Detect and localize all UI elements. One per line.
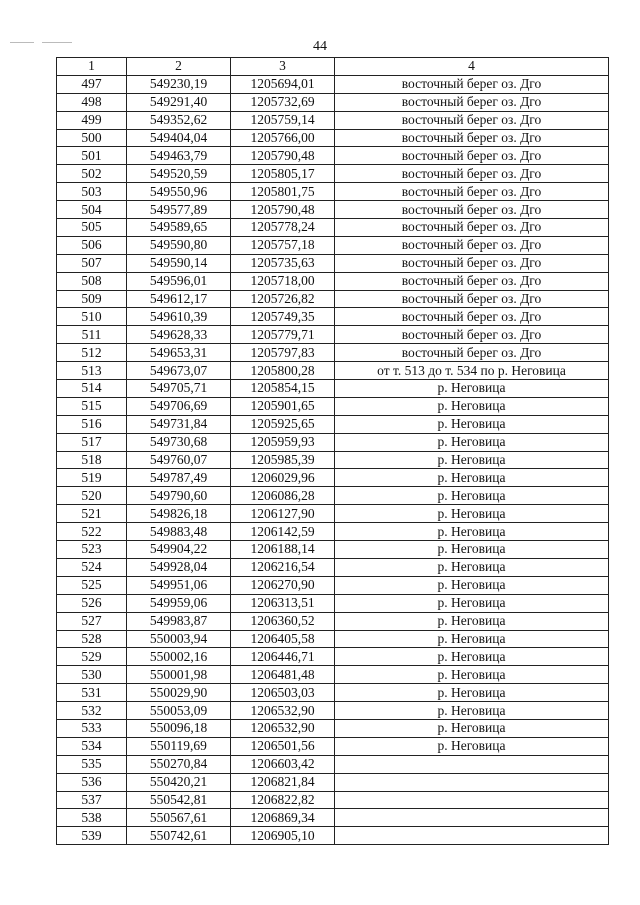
description-cell: р. Неговица: [335, 576, 609, 594]
x-coordinate-cell: 550003,94: [127, 630, 231, 648]
table-row: [57, 433, 609, 451]
x-coordinate-cell: 550742,61: [127, 827, 231, 845]
description-cell: р. Неговица: [335, 380, 609, 398]
table-header-row: [57, 58, 609, 76]
x-coordinate-cell: 549731,84: [127, 415, 231, 433]
page-number: 44: [313, 39, 327, 54]
y-coordinate-cell: 1206127,90: [231, 505, 335, 523]
point-number-cell: 531: [57, 684, 127, 702]
y-coordinate-cell: 1205718,00: [231, 272, 335, 290]
x-coordinate-cell: 549730,68: [127, 433, 231, 451]
x-coordinate-cell: 549883,48: [127, 523, 231, 541]
table-row: [57, 397, 609, 415]
point-number-cell: 510: [57, 308, 127, 326]
table-row: [57, 523, 609, 541]
table-row: [57, 362, 609, 380]
table-row: [57, 183, 609, 201]
x-coordinate-cell: 550270,84: [127, 755, 231, 773]
x-coordinate-cell: 550053,09: [127, 702, 231, 720]
table-row: [57, 147, 609, 165]
x-coordinate-cell: 549520,59: [127, 165, 231, 183]
point-number-cell: 497: [57, 75, 127, 93]
description-cell: [335, 827, 609, 845]
table-row: [57, 290, 609, 308]
x-coordinate-cell: 550542,81: [127, 791, 231, 809]
point-number-cell: 519: [57, 469, 127, 487]
point-number-cell: 508: [57, 272, 127, 290]
table-row: [57, 469, 609, 487]
description-cell: от т. 513 до т. 534 по р. Неговица: [335, 362, 609, 380]
table-row: [57, 380, 609, 398]
description-cell: р. Неговица: [335, 397, 609, 415]
description-cell: р. Неговица: [335, 505, 609, 523]
table-row: [57, 111, 609, 129]
y-coordinate-cell: 1205790,48: [231, 147, 335, 165]
description-cell: [335, 809, 609, 827]
description-cell: восточный берег оз. Дго: [335, 326, 609, 344]
description-cell: р. Неговица: [335, 487, 609, 505]
x-coordinate-cell: 549826,18: [127, 505, 231, 523]
description-cell: р. Неговица: [335, 541, 609, 559]
y-coordinate-cell: 1205779,71: [231, 326, 335, 344]
table-row: [57, 505, 609, 523]
y-coordinate-cell: 1205901,65: [231, 397, 335, 415]
x-coordinate-cell: 549928,04: [127, 558, 231, 576]
y-coordinate-cell: 1205694,01: [231, 75, 335, 93]
point-number-cell: 517: [57, 433, 127, 451]
x-coordinate-cell: 549706,69: [127, 397, 231, 415]
point-number-cell: 507: [57, 254, 127, 272]
x-coordinate-cell: 549673,07: [127, 362, 231, 380]
description-cell: р. Неговица: [335, 558, 609, 576]
table-row: [57, 827, 609, 845]
y-coordinate-cell: 1205797,83: [231, 344, 335, 362]
y-coordinate-cell: 1205726,82: [231, 290, 335, 308]
point-number-cell: 498: [57, 93, 127, 111]
y-coordinate-cell: 1206029,96: [231, 469, 335, 487]
column-header-2: 2: [127, 58, 231, 76]
table-row: [57, 487, 609, 505]
y-coordinate-cell: 1206270,90: [231, 576, 335, 594]
description-cell: восточный берег оз. Дго: [335, 236, 609, 254]
point-number-cell: 512: [57, 344, 127, 362]
x-coordinate-cell: 549463,79: [127, 147, 231, 165]
description-cell: р. Неговица: [335, 451, 609, 469]
y-coordinate-cell: 1206503,03: [231, 684, 335, 702]
point-number-cell: 516: [57, 415, 127, 433]
x-coordinate-cell: 549787,49: [127, 469, 231, 487]
description-cell: восточный берег оз. Дго: [335, 219, 609, 237]
column-header-4: 4: [335, 58, 609, 76]
point-number-cell: 513: [57, 362, 127, 380]
description-cell: р. Неговица: [335, 702, 609, 720]
point-number-cell: 532: [57, 702, 127, 720]
y-coordinate-cell: 1205766,00: [231, 129, 335, 147]
table-row: [57, 451, 609, 469]
y-coordinate-cell: 1205778,24: [231, 219, 335, 237]
point-number-cell: 533: [57, 719, 127, 737]
table-row: [57, 809, 609, 827]
y-coordinate-cell: 1206360,52: [231, 612, 335, 630]
table-row: [57, 576, 609, 594]
x-coordinate-cell: 550001,98: [127, 666, 231, 684]
y-coordinate-cell: 1205800,28: [231, 362, 335, 380]
x-coordinate-cell: 550029,90: [127, 684, 231, 702]
point-number-cell: 514: [57, 380, 127, 398]
description-cell: р. Неговица: [335, 469, 609, 487]
description-cell: [335, 755, 609, 773]
point-number-cell: 530: [57, 666, 127, 684]
x-coordinate-cell: 549596,01: [127, 272, 231, 290]
table-row: [57, 165, 609, 183]
point-number-cell: 520: [57, 487, 127, 505]
y-coordinate-cell: 1205805,17: [231, 165, 335, 183]
table-row: [57, 773, 609, 791]
y-coordinate-cell: 1206142,59: [231, 523, 335, 541]
point-number-cell: 504: [57, 201, 127, 219]
description-cell: восточный берег оз. Дго: [335, 93, 609, 111]
x-coordinate-cell: 549404,04: [127, 129, 231, 147]
x-coordinate-cell: 549590,14: [127, 254, 231, 272]
table-row: [57, 630, 609, 648]
table-row: [57, 129, 609, 147]
y-coordinate-cell: 1206869,34: [231, 809, 335, 827]
table-row: [57, 75, 609, 93]
point-number-cell: 539: [57, 827, 127, 845]
point-number-cell: 502: [57, 165, 127, 183]
y-coordinate-cell: 1206905,10: [231, 827, 335, 845]
point-number-cell: 505: [57, 219, 127, 237]
y-coordinate-cell: 1205959,93: [231, 433, 335, 451]
description-cell: восточный берег оз. Дго: [335, 165, 609, 183]
y-coordinate-cell: 1205801,75: [231, 183, 335, 201]
y-coordinate-cell: 1205985,39: [231, 451, 335, 469]
x-coordinate-cell: 550420,21: [127, 773, 231, 791]
point-number-cell: 538: [57, 809, 127, 827]
y-coordinate-cell: 1206481,48: [231, 666, 335, 684]
description-cell: восточный берег оз. Дго: [335, 290, 609, 308]
x-coordinate-cell: 549577,89: [127, 201, 231, 219]
table-row: [57, 254, 609, 272]
x-coordinate-cell: 549610,39: [127, 308, 231, 326]
y-coordinate-cell: 1206532,90: [231, 702, 335, 720]
point-number-cell: 522: [57, 523, 127, 541]
y-coordinate-cell: 1206603,42: [231, 755, 335, 773]
x-coordinate-cell: 549590,80: [127, 236, 231, 254]
point-number-cell: 523: [57, 541, 127, 559]
y-coordinate-cell: 1205749,35: [231, 308, 335, 326]
x-coordinate-cell: 549550,96: [127, 183, 231, 201]
x-coordinate-cell: 549760,07: [127, 451, 231, 469]
description-cell: восточный берег оз. Дго: [335, 254, 609, 272]
y-coordinate-cell: 1206821,84: [231, 773, 335, 791]
x-coordinate-cell: 550096,18: [127, 719, 231, 737]
table-row: [57, 719, 609, 737]
column-header-1: 1: [57, 58, 127, 76]
table-row: [57, 93, 609, 111]
y-coordinate-cell: 1205735,63: [231, 254, 335, 272]
description-cell: р. Неговица: [335, 630, 609, 648]
x-coordinate-cell: 549230,19: [127, 75, 231, 93]
table-row: [57, 702, 609, 720]
y-coordinate-cell: 1205925,65: [231, 415, 335, 433]
description-cell: восточный берег оз. Дго: [335, 272, 609, 290]
y-coordinate-cell: 1206216,54: [231, 558, 335, 576]
x-coordinate-cell: 549291,40: [127, 93, 231, 111]
point-number-cell: 528: [57, 630, 127, 648]
table-row: [57, 684, 609, 702]
point-number-cell: 525: [57, 576, 127, 594]
x-coordinate-cell: 549628,33: [127, 326, 231, 344]
description-cell: [335, 791, 609, 809]
y-coordinate-cell: 1206501,56: [231, 737, 335, 755]
description-cell: р. Неговица: [335, 666, 609, 684]
x-coordinate-cell: 549951,06: [127, 576, 231, 594]
y-coordinate-cell: 1205790,48: [231, 201, 335, 219]
description-cell: р. Неговица: [335, 684, 609, 702]
y-coordinate-cell: 1206086,28: [231, 487, 335, 505]
y-coordinate-cell: 1205759,14: [231, 111, 335, 129]
x-coordinate-cell: 549352,62: [127, 111, 231, 129]
point-number-cell: 515: [57, 397, 127, 415]
column-header-3: 3: [231, 58, 335, 76]
point-number-cell: 535: [57, 755, 127, 773]
description-cell: восточный берег оз. Дго: [335, 147, 609, 165]
description-cell: р. Неговица: [335, 612, 609, 630]
y-coordinate-cell: 1205854,15: [231, 380, 335, 398]
y-coordinate-cell: 1206188,14: [231, 541, 335, 559]
x-coordinate-cell: 549705,71: [127, 380, 231, 398]
table-row: [57, 236, 609, 254]
table-row: [57, 755, 609, 773]
description-cell: восточный берег оз. Дго: [335, 111, 609, 129]
description-cell: р. Неговица: [335, 737, 609, 755]
point-number-cell: 524: [57, 558, 127, 576]
x-coordinate-cell: 549904,22: [127, 541, 231, 559]
description-cell: восточный берег оз. Дго: [335, 75, 609, 93]
description-cell: восточный берег оз. Дго: [335, 201, 609, 219]
x-coordinate-cell: 549983,87: [127, 612, 231, 630]
x-coordinate-cell: 549653,31: [127, 344, 231, 362]
point-number-cell: 501: [57, 147, 127, 165]
description-cell: восточный берег оз. Дго: [335, 308, 609, 326]
x-coordinate-cell: 550567,61: [127, 809, 231, 827]
description-cell: р. Неговица: [335, 719, 609, 737]
table-row: [57, 272, 609, 290]
table-row: [57, 219, 609, 237]
description-cell: р. Неговица: [335, 648, 609, 666]
table-row: [57, 344, 609, 362]
point-number-cell: 526: [57, 594, 127, 612]
table-row: [57, 612, 609, 630]
table-row: [57, 737, 609, 755]
table-row: [57, 201, 609, 219]
x-coordinate-cell: 550119,69: [127, 737, 231, 755]
table-row: [57, 558, 609, 576]
x-coordinate-cell: 549790,60: [127, 487, 231, 505]
point-number-cell: 534: [57, 737, 127, 755]
point-number-cell: 511: [57, 326, 127, 344]
x-coordinate-cell: 549959,06: [127, 594, 231, 612]
table-row: [57, 594, 609, 612]
y-coordinate-cell: 1206446,71: [231, 648, 335, 666]
point-number-cell: 529: [57, 648, 127, 666]
table-row: [57, 326, 609, 344]
table-row: [57, 541, 609, 559]
point-number-cell: 536: [57, 773, 127, 791]
point-number-cell: 499: [57, 111, 127, 129]
point-number-cell: 521: [57, 505, 127, 523]
point-number-cell: 503: [57, 183, 127, 201]
point-number-cell: 506: [57, 236, 127, 254]
point-number-cell: 518: [57, 451, 127, 469]
point-number-cell: 509: [57, 290, 127, 308]
description-cell: р. Неговица: [335, 415, 609, 433]
description-cell: восточный берег оз. Дго: [335, 183, 609, 201]
point-number-cell: 500: [57, 129, 127, 147]
description-cell: р. Неговица: [335, 523, 609, 541]
y-coordinate-cell: 1206822,82: [231, 791, 335, 809]
y-coordinate-cell: 1205757,18: [231, 236, 335, 254]
y-coordinate-cell: 1206532,90: [231, 719, 335, 737]
description-cell: восточный берег оз. Дго: [335, 129, 609, 147]
point-number-cell: 527: [57, 612, 127, 630]
description-cell: восточный берег оз. Дго: [335, 344, 609, 362]
x-coordinate-cell: 549612,17: [127, 290, 231, 308]
table-row: [57, 308, 609, 326]
coordinates-table: [56, 57, 609, 845]
table-row: [57, 415, 609, 433]
table-row: [57, 648, 609, 666]
description-cell: [335, 773, 609, 791]
y-coordinate-cell: 1206313,51: [231, 594, 335, 612]
x-coordinate-cell: 549589,65: [127, 219, 231, 237]
table-row: [57, 791, 609, 809]
x-coordinate-cell: 550002,16: [127, 648, 231, 666]
y-coordinate-cell: 1206405,58: [231, 630, 335, 648]
table-row: [57, 666, 609, 684]
point-number-cell: 537: [57, 791, 127, 809]
description-cell: р. Неговица: [335, 594, 609, 612]
y-coordinate-cell: 1205732,69: [231, 93, 335, 111]
description-cell: р. Неговица: [335, 433, 609, 451]
